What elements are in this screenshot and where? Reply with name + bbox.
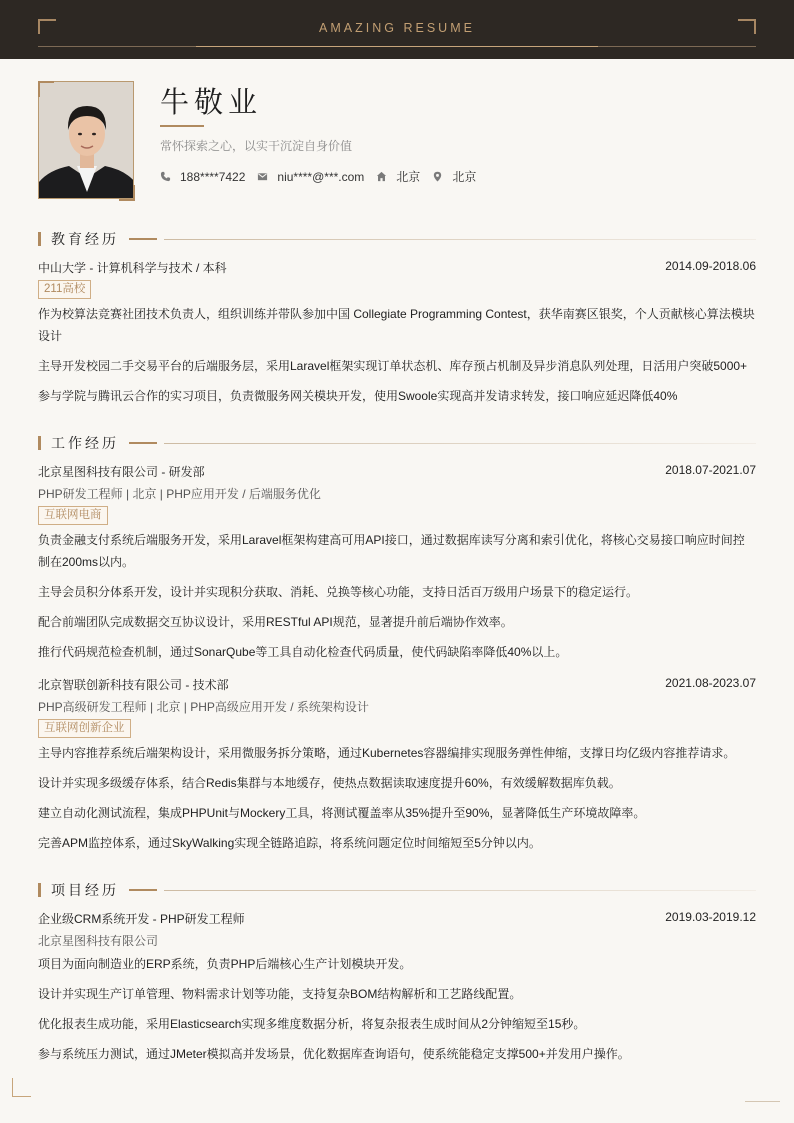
email-text: niu****@***.com <box>277 169 365 184</box>
contact-email <box>257 170 364 184</box>
location-pin-icon <box>432 171 443 182</box>
job-date: 2018.07-2021.07 <box>665 463 756 477</box>
corner-ornament <box>12 1078 31 1097</box>
photo-corner <box>119 185 135 201</box>
section-title: 项目经历 <box>51 882 119 898</box>
job-date: 2021.08-2023.07 <box>665 676 756 690</box>
job-item: 负责金融支付系统后端服务开发，采用Laravel框架构建高可用API接口，通过数据库读写分离和索引优化，将核心交易接口响应时间控制在200ms以内。 <box>38 533 745 569</box>
phone-text: 188****7422 <box>180 169 246 184</box>
job-item: 建立自动化测试流程，集成PHPUnit与Mockery工具，将测试覆盖率从35%提升至90%，显著降低生产环境故障率。 <box>38 806 646 820</box>
job-item: 主导内容推荐系统后端架构设计，采用微服务拆分策略，通过Kubernetes容器编排实现服务弹性伸缩，支撑日均亿级内容推荐请求。 <box>38 746 736 760</box>
section-heading-work <box>38 435 157 451</box>
project-entry <box>38 910 756 927</box>
project-item: 参与系统压力测试，通过JMeter模拟高并发场景，优化数据库查询语句，使系统能稳定支撑500+并发用户操作。 <box>38 1047 630 1061</box>
hometown-text: 北京 <box>396 170 421 184</box>
job-tag: 互联网电商 <box>38 506 108 525</box>
section-rule <box>164 890 756 891</box>
location-text: 北京 <box>452 170 477 184</box>
project-company: 北京星图科技有限公司 <box>38 934 159 948</box>
contact-hometown <box>376 168 420 185</box>
project-item: 项目为面向制造业的ERP系统，负责PHP后端核心生产计划模块开发。 <box>38 957 412 971</box>
section-marker <box>38 436 41 450</box>
section-rule <box>164 239 756 240</box>
job-item: 主导会员积分体系开发，设计并实现积分获取、消耗、兑换等核心功能，支持日活百万级用户场景下的稳定运行。 <box>38 585 639 599</box>
section-heading-projects <box>38 882 157 898</box>
phone-icon <box>160 171 171 182</box>
school-name: 中山大学 - 计算机科学与技术 / 本科 <box>38 261 227 275</box>
job-role: PHP研发工程师 | 北京 | PHP应用开发 / 后端服务优化 <box>38 487 321 501</box>
section-title: 工作经历 <box>51 435 119 451</box>
project-date: 2019.03-2019.12 <box>665 910 756 924</box>
section-marker <box>38 232 41 246</box>
education-item: 主导开发校园二手交易平台的后端服务层，采用Laravel框架实现订单状态机、库存预占机制及异步消息队列处理，日活用户突破5000+ <box>38 359 748 373</box>
section-dash <box>129 889 157 891</box>
section-marker <box>38 883 41 897</box>
job-role: PHP高级研发工程师 | 北京 | PHP高级应用开发 / 系统架构设计 <box>38 700 369 714</box>
job-item: 配合前端团队完成数据交互协议设计，采用RESTful API规范，显著提升前后端协作效率。 <box>38 615 513 629</box>
project-name: 企业级CRM系统开发 - PHP研发工程师 <box>38 912 245 926</box>
name-underline <box>160 125 204 127</box>
section-dash <box>129 238 157 240</box>
job-tag: 互联网创新企业 <box>38 719 131 738</box>
job-item: 推行代码规范检查机制，通过SonarQube等工具自动化检查代码质量，使代码缺陷率降低40%以上。 <box>38 645 568 659</box>
company-name: 北京智联创新科技有限公司 - 技术部 <box>38 678 229 692</box>
section-rule <box>164 443 756 444</box>
company-name: 北京星图科技有限公司 - 研发部 <box>38 465 205 479</box>
candidate-name: 牛敬业 <box>160 85 263 119</box>
mail-icon <box>257 171 268 182</box>
section-title: 教育经历 <box>51 231 119 247</box>
project-item: 设计并实现生产订单管理、物料需求计划等功能，支持复杂BOM结构解析和工艺路线配置。 <box>38 987 522 1001</box>
job-entry <box>38 463 756 480</box>
job-item: 设计并实现多级缓存体系，结合Redis集群与本地缓存，使热点数据读取速度提升60%，有效缓解数据库负载。 <box>38 776 621 790</box>
education-item: 作为校算法竞赛社团技术负责人，组织训练并带队参加中国 Collegiate Programming Contest，获华南赛区银奖，个人贡献核心算法模块设计 <box>38 307 755 343</box>
section-dash <box>129 442 157 444</box>
education-item: 参与学院与腾讯云合作的实习项目，负责微服务网关模块开发，使用Swoole实现高并发请求转发，接口响应延迟降低40% <box>38 389 678 403</box>
photo-corner <box>38 81 54 97</box>
section-heading-education <box>38 231 157 247</box>
education-tag: 211高校 <box>38 280 91 299</box>
education-date: 2014.09-2018.06 <box>665 259 756 273</box>
motto: 常怀探索之心，以实干沉淀自身价值 <box>160 139 353 153</box>
project-item: 优化报表生成功能，采用Elasticsearch实现多维度数据分析，将复杂报表生成时间从2分钟缩短至15秒。 <box>38 1017 586 1031</box>
contact-location <box>432 168 476 185</box>
job-entry <box>38 676 756 693</box>
home-icon <box>376 171 387 182</box>
footer-rule <box>745 1101 780 1102</box>
header-rule-accent <box>196 46 598 47</box>
profile-photo <box>38 81 134 199</box>
education-entry <box>38 259 756 276</box>
banner-title: AMAZING RESUME <box>319 21 475 35</box>
job-item: 完善APM监控体系，通过SkyWalking实现全链路追踪，将系统问题定位时间缩短至5分钟以内。 <box>38 836 541 850</box>
contact-row <box>160 168 488 185</box>
contact-phone <box>160 170 245 184</box>
